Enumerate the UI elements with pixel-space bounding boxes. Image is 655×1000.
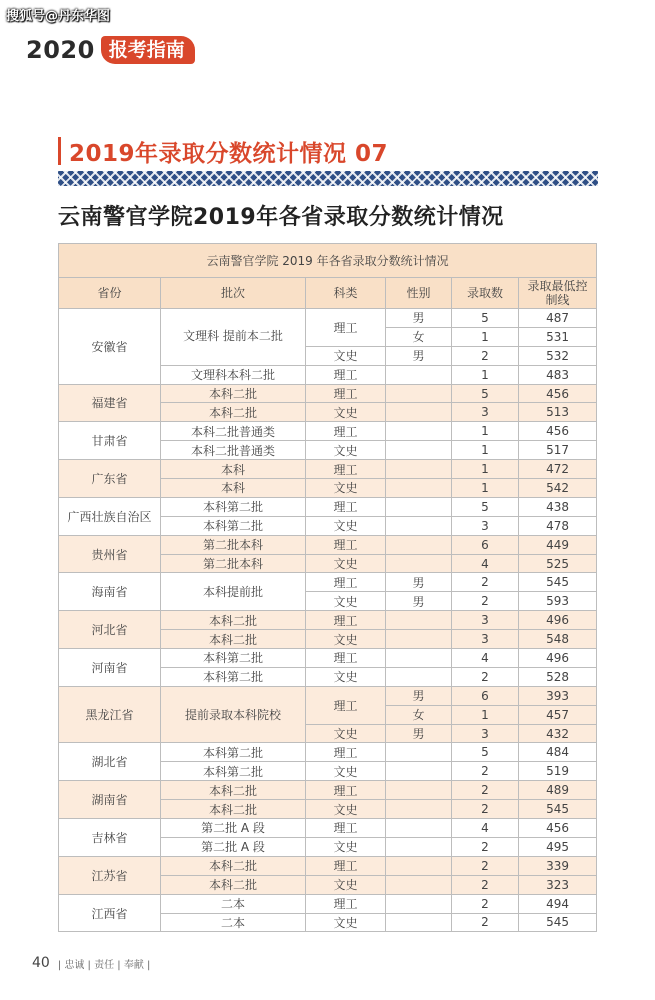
table-row xyxy=(59,497,597,516)
subject-cell: 文史 xyxy=(306,441,386,460)
batch-cell: 本科第二批 xyxy=(161,743,306,762)
min-score-cell: 593 xyxy=(519,592,597,611)
header-gender: 性别 xyxy=(386,278,452,309)
admitted-count-cell: 6 xyxy=(452,686,519,705)
subject-cell: 文史 xyxy=(306,554,386,573)
subject-cell: 文史 xyxy=(306,800,386,819)
subject-cell: 文史 xyxy=(306,592,386,611)
min-score-cell: 532 xyxy=(519,346,597,365)
gender-cell xyxy=(386,384,452,403)
table-row xyxy=(59,611,597,630)
batch-cell: 本科二批普通类 xyxy=(161,441,306,460)
subject-cell: 文史 xyxy=(306,630,386,649)
subject-cell: 理工 xyxy=(306,819,386,838)
min-score-cell: 519 xyxy=(519,762,597,781)
table-row xyxy=(59,819,597,838)
header-province: 省份 xyxy=(59,278,161,309)
admitted-count-cell: 3 xyxy=(452,516,519,535)
header-admitted: 录取数 xyxy=(452,278,519,309)
batch-cell: 本科二批普通类 xyxy=(161,422,306,441)
batch-cell: 二本 xyxy=(161,913,306,932)
province-cell: 甘肃省 xyxy=(59,422,161,460)
gender-cell xyxy=(386,497,452,516)
batch-cell: 本科第二批 xyxy=(161,497,306,516)
min-score-cell: 323 xyxy=(519,875,597,894)
batch-cell: 二本 xyxy=(161,894,306,913)
gender-cell: 男 xyxy=(386,573,452,592)
subject-cell: 理工 xyxy=(306,743,386,762)
table-row xyxy=(59,460,597,479)
table-header-row xyxy=(59,278,597,309)
subject-cell: 文史 xyxy=(306,346,386,365)
admitted-count-cell: 2 xyxy=(452,762,519,781)
min-score-cell: 513 xyxy=(519,403,597,422)
min-score-cell: 531 xyxy=(519,327,597,346)
min-score-cell: 494 xyxy=(519,894,597,913)
batch-cell: 本科二批 xyxy=(161,384,306,403)
admitted-count-cell: 2 xyxy=(452,800,519,819)
province-cell: 广东省 xyxy=(59,460,161,498)
province-cell: 安徽省 xyxy=(59,309,161,385)
min-score-cell: 545 xyxy=(519,573,597,592)
subject-cell: 文史 xyxy=(306,403,386,422)
batch-cell: 本科二批 xyxy=(161,403,306,422)
year-label: 2020 xyxy=(26,36,95,64)
province-cell: 黑龙江省 xyxy=(59,686,161,743)
min-score-cell: 449 xyxy=(519,535,597,554)
batch-cell: 本科二批 xyxy=(161,856,306,875)
gender-cell xyxy=(386,649,452,668)
admitted-count-cell: 3 xyxy=(452,403,519,422)
min-score-cell: 487 xyxy=(519,309,597,328)
batch-cell: 本科二批 xyxy=(161,630,306,649)
admitted-count-cell: 3 xyxy=(452,630,519,649)
admitted-count-cell: 2 xyxy=(452,837,519,856)
province-cell: 河南省 xyxy=(59,649,161,687)
gender-cell xyxy=(386,875,452,894)
admitted-count-cell: 5 xyxy=(452,497,519,516)
admitted-count-cell: 1 xyxy=(452,460,519,479)
table-row xyxy=(59,535,597,554)
gender-cell: 男 xyxy=(386,346,452,365)
admitted-count-cell: 6 xyxy=(452,535,519,554)
page-number: 40 xyxy=(32,955,50,971)
province-cell: 贵州省 xyxy=(59,535,161,573)
min-score-cell: 456 xyxy=(519,422,597,441)
province-cell: 吉林省 xyxy=(59,819,161,857)
guide-header xyxy=(26,34,195,66)
min-score-cell: 478 xyxy=(519,516,597,535)
batch-cell: 第二批 A 段 xyxy=(161,837,306,856)
subject-cell: 理工 xyxy=(306,573,386,592)
province-cell: 江苏省 xyxy=(59,856,161,894)
page-footer xyxy=(32,955,150,971)
gender-cell xyxy=(386,819,452,838)
section-title-text: 2019年录取分数统计情况 07 xyxy=(69,140,389,167)
province-cell: 湖北省 xyxy=(59,743,161,781)
subject-cell: 理工 xyxy=(306,535,386,554)
batch-cell: 提前录取本科院校 xyxy=(161,686,306,743)
batch-cell: 本科二批 xyxy=(161,781,306,800)
min-score-cell: 484 xyxy=(519,743,597,762)
min-score-cell: 528 xyxy=(519,667,597,686)
admitted-count-cell: 5 xyxy=(452,309,519,328)
subject-cell: 文史 xyxy=(306,875,386,894)
gender-cell xyxy=(386,441,452,460)
table-row xyxy=(59,422,597,441)
admitted-count-cell: 2 xyxy=(452,875,519,894)
watermark: 搜狐号@丹东华图 xyxy=(6,9,111,24)
province-cell: 江西省 xyxy=(59,894,161,932)
gender-cell xyxy=(386,611,452,630)
section-bar xyxy=(58,137,61,165)
gender-cell: 女 xyxy=(386,327,452,346)
batch-cell: 本科提前批 xyxy=(161,573,306,611)
gender-cell xyxy=(386,781,452,800)
min-score-cell: 517 xyxy=(519,441,597,460)
admitted-count-cell: 2 xyxy=(452,346,519,365)
subject-cell: 文史 xyxy=(306,913,386,932)
min-score-cell: 496 xyxy=(519,649,597,668)
subject-cell: 理工 xyxy=(306,781,386,800)
admitted-count-cell: 2 xyxy=(452,894,519,913)
gender-cell xyxy=(386,762,452,781)
min-score-cell: 457 xyxy=(519,705,597,724)
header-batch: 批次 xyxy=(161,278,306,309)
admitted-count-cell: 2 xyxy=(452,573,519,592)
admitted-count-cell: 1 xyxy=(452,441,519,460)
min-score-cell: 542 xyxy=(519,479,597,498)
subject-cell: 理工 xyxy=(306,309,386,347)
province-cell: 湖南省 xyxy=(59,781,161,819)
min-score-cell: 483 xyxy=(519,365,597,384)
admitted-count-cell: 5 xyxy=(452,743,519,762)
admitted-count-cell: 4 xyxy=(452,554,519,573)
admitted-count-cell: 4 xyxy=(452,819,519,838)
admission-score-table xyxy=(58,243,597,932)
batch-cell: 本科第二批 xyxy=(161,516,306,535)
gender-cell: 男 xyxy=(386,724,452,743)
table-row xyxy=(59,573,597,592)
page-title: 云南警官学院2019年各省录取分数统计情况 xyxy=(58,205,504,230)
gender-cell: 男 xyxy=(386,686,452,705)
subject-cell: 理工 xyxy=(306,894,386,913)
batch-cell: 本科第二批 xyxy=(161,762,306,781)
province-cell: 广西壮族自治区 xyxy=(59,497,161,535)
admitted-count-cell: 1 xyxy=(452,365,519,384)
subject-cell: 理工 xyxy=(306,856,386,875)
table-row xyxy=(59,781,597,800)
min-score-cell: 495 xyxy=(519,837,597,856)
header-min-score: 录取最低控制线 xyxy=(519,278,597,309)
batch-cell: 第二批 A 段 xyxy=(161,819,306,838)
batch-cell: 本科第二批 xyxy=(161,649,306,668)
gender-cell xyxy=(386,856,452,875)
batch-cell: 本科二批 xyxy=(161,875,306,894)
min-score-cell: 472 xyxy=(519,460,597,479)
table-row xyxy=(59,743,597,762)
subject-cell: 文史 xyxy=(306,667,386,686)
gender-cell: 男 xyxy=(386,592,452,611)
min-score-cell: 548 xyxy=(519,630,597,649)
subject-cell: 文史 xyxy=(306,724,386,743)
admitted-count-cell: 2 xyxy=(452,856,519,875)
min-score-cell: 456 xyxy=(519,384,597,403)
batch-cell: 本科第二批 xyxy=(161,667,306,686)
admitted-count-cell: 1 xyxy=(452,479,519,498)
min-score-cell: 496 xyxy=(519,611,597,630)
batch-cell: 文理科本科二批 xyxy=(161,365,306,384)
batch-cell: 文理科 提前本二批 xyxy=(161,309,306,366)
admitted-count-cell: 1 xyxy=(452,705,519,724)
admitted-count-cell: 1 xyxy=(452,422,519,441)
table-caption: 云南警官学院 2019 年各省录取分数统计情况 xyxy=(59,244,597,278)
section-title xyxy=(58,134,388,168)
gender-cell xyxy=(386,365,452,384)
table-row xyxy=(59,686,597,705)
gender-cell xyxy=(386,516,452,535)
table-row xyxy=(59,649,597,668)
gender-cell: 女 xyxy=(386,705,452,724)
guide-badge: 报考指南 xyxy=(101,36,195,64)
subject-cell: 理工 xyxy=(306,686,386,724)
gender-cell xyxy=(386,630,452,649)
footer-motto: | 忠诚 | 责任 | 奉献 | xyxy=(57,959,151,971)
subject-cell: 文史 xyxy=(306,762,386,781)
gender-cell xyxy=(386,800,452,819)
admitted-count-cell: 1 xyxy=(452,327,519,346)
gender-cell xyxy=(386,535,452,554)
subject-cell: 理工 xyxy=(306,422,386,441)
subject-cell: 理工 xyxy=(306,649,386,668)
gender-cell xyxy=(386,460,452,479)
batch-cell: 第二批本科 xyxy=(161,535,306,554)
min-score-cell: 432 xyxy=(519,724,597,743)
admitted-count-cell: 4 xyxy=(452,649,519,668)
province-cell: 福建省 xyxy=(59,384,161,422)
gender-cell: 男 xyxy=(386,309,452,328)
table-row xyxy=(59,894,597,913)
admitted-count-cell: 2 xyxy=(452,781,519,800)
table-row xyxy=(59,384,597,403)
admitted-count-cell: 2 xyxy=(452,592,519,611)
gender-cell xyxy=(386,479,452,498)
gender-cell xyxy=(386,913,452,932)
batch-cell: 本科 xyxy=(161,479,306,498)
gender-cell xyxy=(386,894,452,913)
min-score-cell: 525 xyxy=(519,554,597,573)
subject-cell: 文史 xyxy=(306,479,386,498)
min-score-cell: 438 xyxy=(519,497,597,516)
gender-cell xyxy=(386,837,452,856)
admitted-count-cell: 5 xyxy=(452,384,519,403)
min-score-cell: 393 xyxy=(519,686,597,705)
min-score-cell: 456 xyxy=(519,819,597,838)
admitted-count-cell: 2 xyxy=(452,913,519,932)
gender-cell xyxy=(386,403,452,422)
subject-cell: 理工 xyxy=(306,611,386,630)
batch-cell: 本科二批 xyxy=(161,611,306,630)
table-row xyxy=(59,309,597,328)
subject-cell: 文史 xyxy=(306,516,386,535)
subject-cell: 文史 xyxy=(306,837,386,856)
min-score-cell: 339 xyxy=(519,856,597,875)
province-cell: 海南省 xyxy=(59,573,161,611)
subject-cell: 理工 xyxy=(306,460,386,479)
admitted-count-cell: 3 xyxy=(452,611,519,630)
decorative-pattern-strip xyxy=(58,171,598,186)
batch-cell: 本科二批 xyxy=(161,800,306,819)
min-score-cell: 545 xyxy=(519,800,597,819)
admitted-count-cell: 3 xyxy=(452,724,519,743)
header-subject: 科类 xyxy=(306,278,386,309)
batch-cell: 第二批本科 xyxy=(161,554,306,573)
subject-cell: 理工 xyxy=(306,384,386,403)
subject-cell: 理工 xyxy=(306,497,386,516)
gender-cell xyxy=(386,554,452,573)
min-score-cell: 545 xyxy=(519,913,597,932)
admitted-count-cell: 2 xyxy=(452,667,519,686)
gender-cell xyxy=(386,743,452,762)
table-row xyxy=(59,856,597,875)
gender-cell xyxy=(386,667,452,686)
gender-cell xyxy=(386,422,452,441)
min-score-cell: 489 xyxy=(519,781,597,800)
batch-cell: 本科 xyxy=(161,460,306,479)
province-cell: 河北省 xyxy=(59,611,161,649)
subject-cell: 理工 xyxy=(306,365,386,384)
